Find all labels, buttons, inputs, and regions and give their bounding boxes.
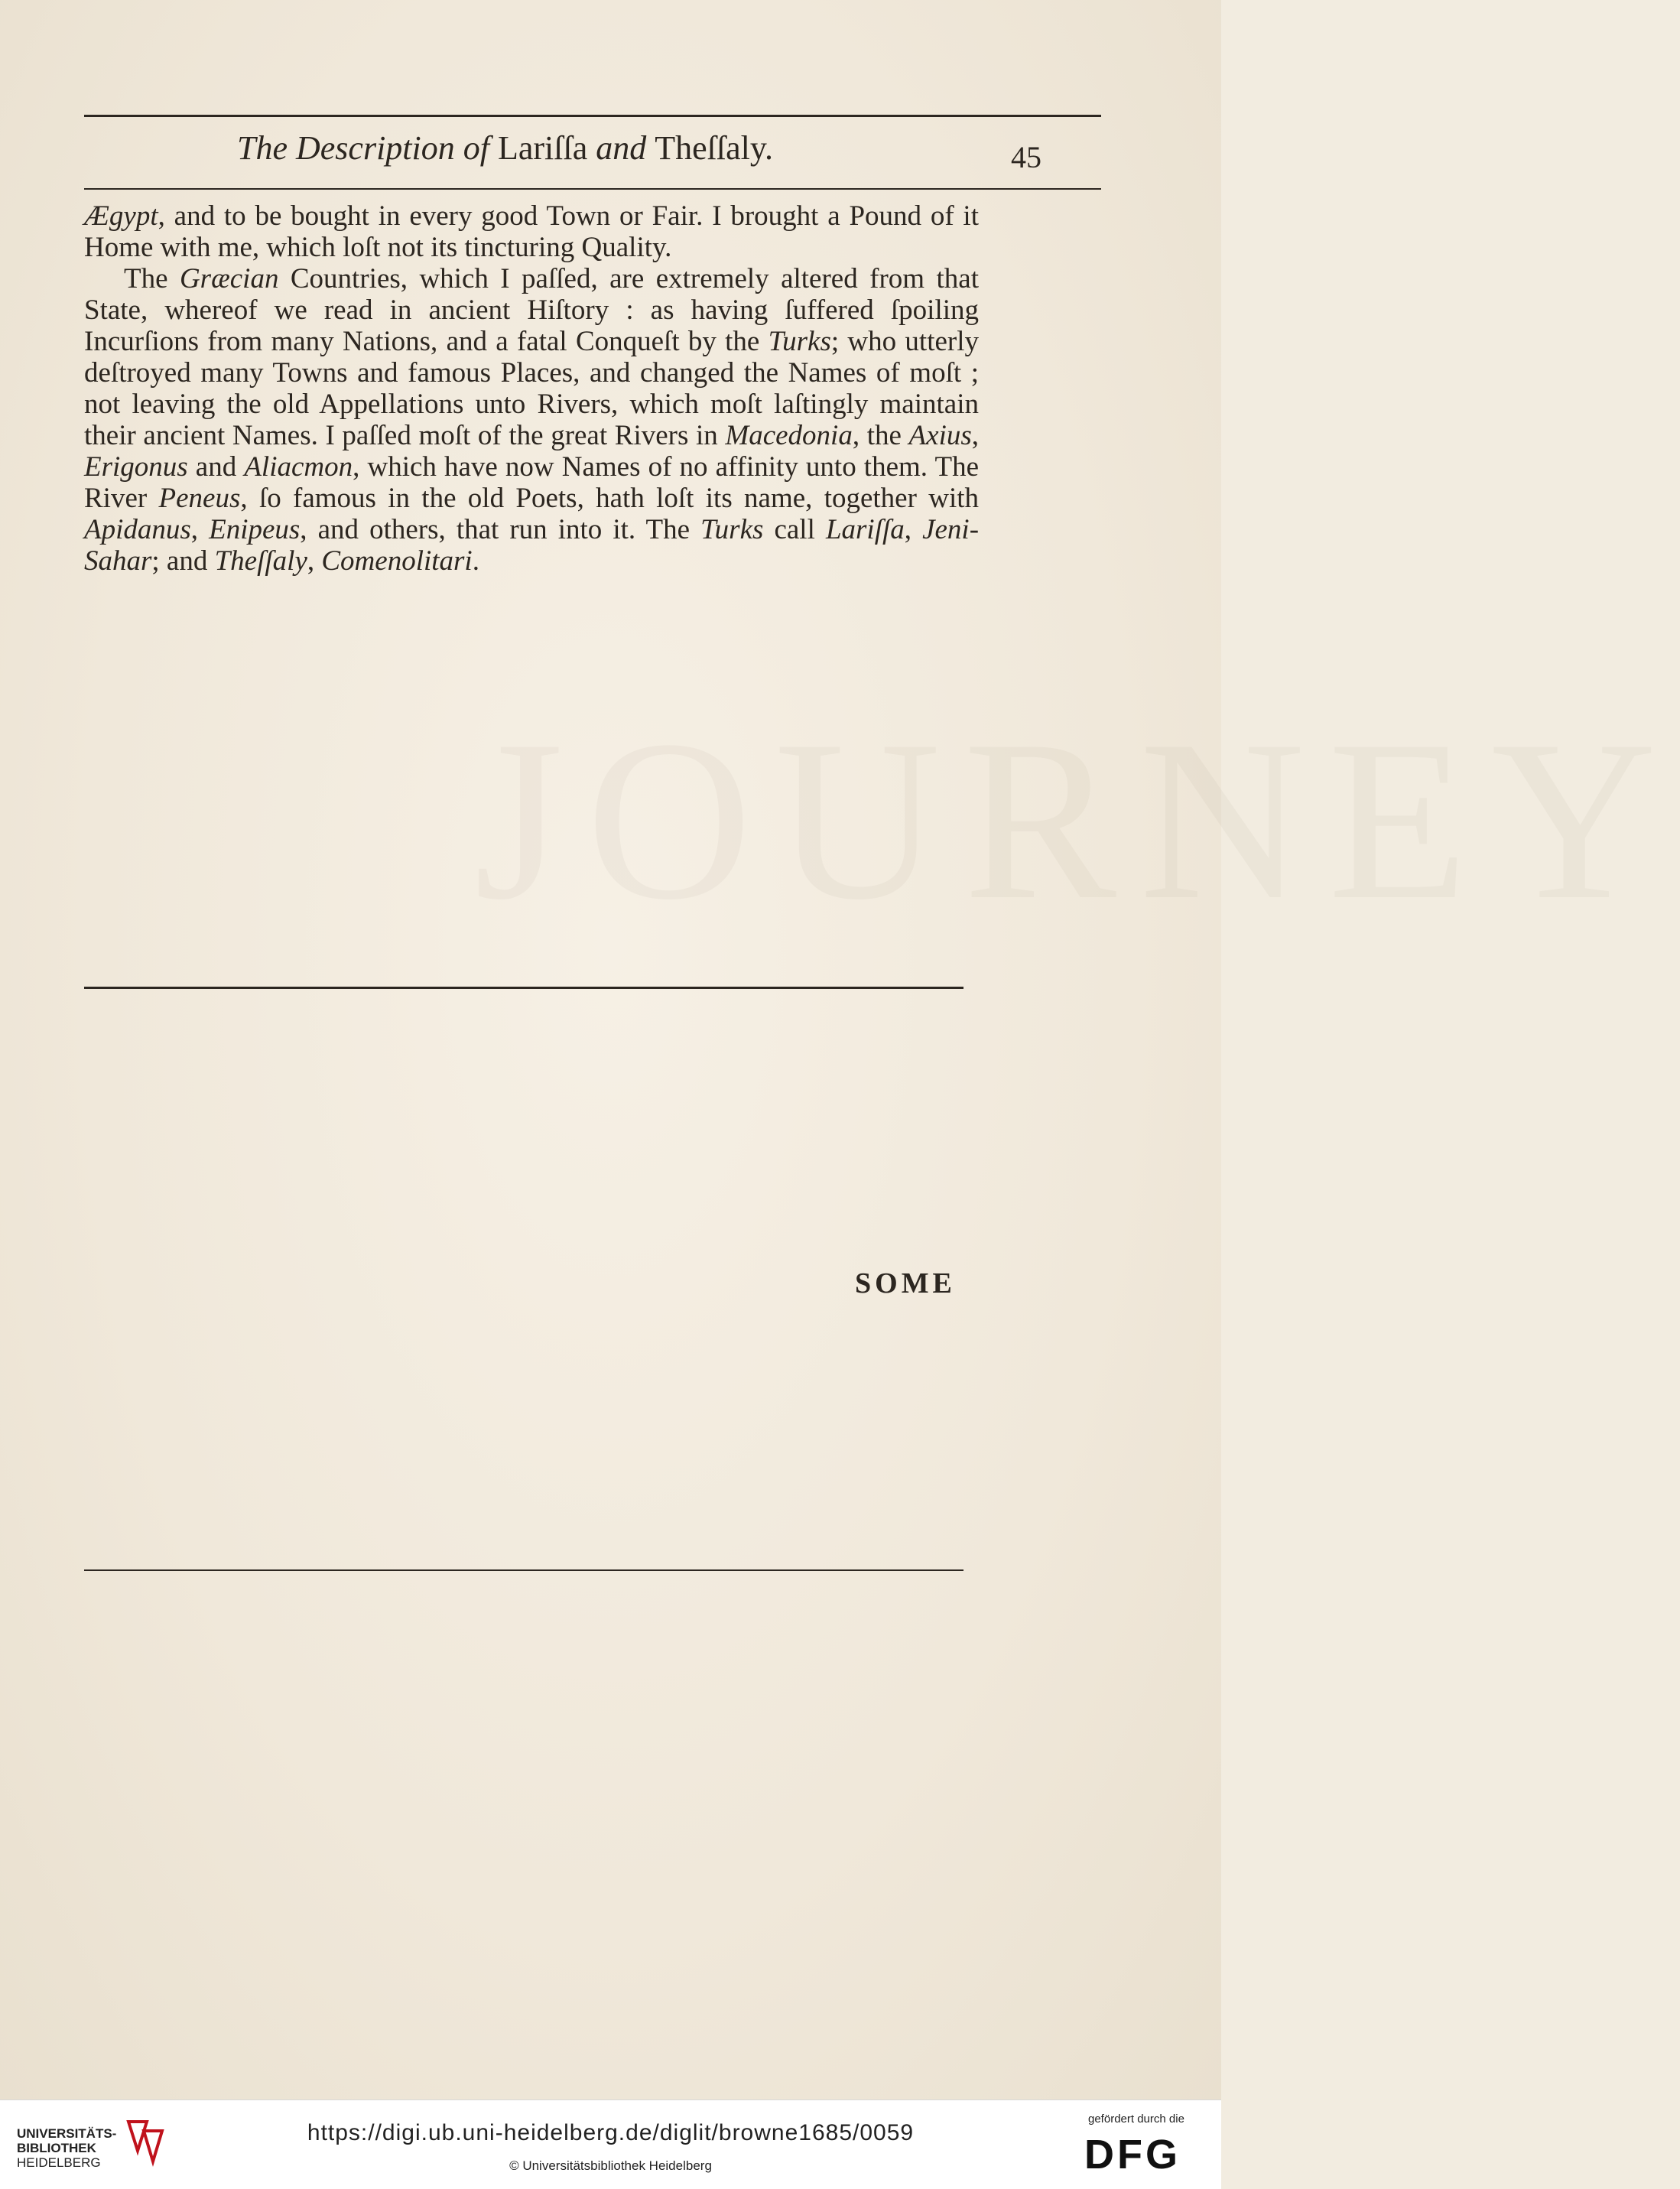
italic-run: Aliacmon <box>244 451 353 483</box>
section-rule-upper <box>84 987 963 989</box>
running-head-place2: Theſſaly. <box>655 129 774 167</box>
text-run: , and others, that run into it. The <box>300 514 701 545</box>
italic-run: Turks <box>768 326 831 357</box>
text-run: The <box>124 263 180 294</box>
paragraph <box>84 200 979 263</box>
running-head-and: and <box>596 129 647 167</box>
text-run: , <box>971 420 979 451</box>
text-run: , ſo famous in the old Poets, hath loſt its name, together with <box>240 483 980 514</box>
text-run: , and to be bought in every good Town or Fair. I brought a Pound of it Home with me, which loſt not its tincturing Quality. <box>84 200 979 263</box>
running-head <box>237 128 773 168</box>
body-text <box>84 200 979 577</box>
text-run: ; and <box>151 545 215 577</box>
page-number: 45 <box>1011 140 1041 174</box>
italic-run: Græcian <box>179 263 279 294</box>
italic-run: Macedonia <box>725 420 853 451</box>
section-rule-lower <box>84 1569 963 1571</box>
text-run: . <box>472 545 479 577</box>
italic-run: Axius <box>908 420 972 451</box>
text-run: , <box>904 514 923 545</box>
copyright-notice: © Universitätsbibliothek Heidelberg <box>509 2158 712 2173</box>
text-run: call <box>763 514 826 545</box>
italic-run: Enipeus <box>209 514 301 545</box>
italic-run: Peneus <box>158 483 241 514</box>
header-bottom-rule <box>84 188 1101 190</box>
permalink-url[interactable]: https://digi.ub.uni-heidelberg.de/diglit/browne1685/0059 <box>307 2120 915 2145</box>
italic-run: Apidanus <box>84 514 191 545</box>
italic-run: Ægypt <box>84 200 158 232</box>
running-head-italic: The Description of <box>237 129 489 167</box>
italic-run: Jeni-Sahar <box>84 514 980 577</box>
text-run: and <box>187 451 245 483</box>
header-top-rule <box>84 115 1101 117</box>
italic-run: Turks <box>700 514 764 545</box>
text-run: , <box>307 545 322 577</box>
dfg-logo: DFG <box>1084 2132 1181 2178</box>
viewer-footer <box>0 2100 1221 2189</box>
funding-label: gefördert durch die <box>1088 2113 1184 2126</box>
text-run: , the <box>852 420 909 451</box>
running-head-place1: Lariſſa <box>497 129 588 167</box>
italic-run: Comenolitari <box>321 545 473 577</box>
paragraph <box>84 263 979 577</box>
text-run: , <box>190 514 210 545</box>
italic-run: Theſſaly <box>214 545 307 577</box>
text-run: , which have now Names of no affinity unto them. The River <box>84 451 979 514</box>
library-name: UNIVERSITÄTS- BIBLIOTHEK HEIDELBERG <box>17 2126 117 2170</box>
text-run: ; who utterly deſtroyed many Towns and famous Places, and changed the Names of moſt ; not leaving the old Appellations unto Rivers, which moſt laſtingly maintain their ancient Names. I paſſed moſt of the great Rivers in <box>84 326 979 451</box>
text-run: Countries, which I paſſed, are extremely altered from that State, whereof we read in ancient Hiſtory : as having ſuffered ſpoiling Incurſions from many Nations, and a fatal Conqueſt by the <box>84 263 979 357</box>
italic-run: Erigonus <box>84 451 188 483</box>
show-through-ghost-text: JOURNEY <box>474 693 1680 947</box>
italic-run: Lariſſa <box>825 514 905 545</box>
catchword: SOME <box>855 1267 956 1299</box>
